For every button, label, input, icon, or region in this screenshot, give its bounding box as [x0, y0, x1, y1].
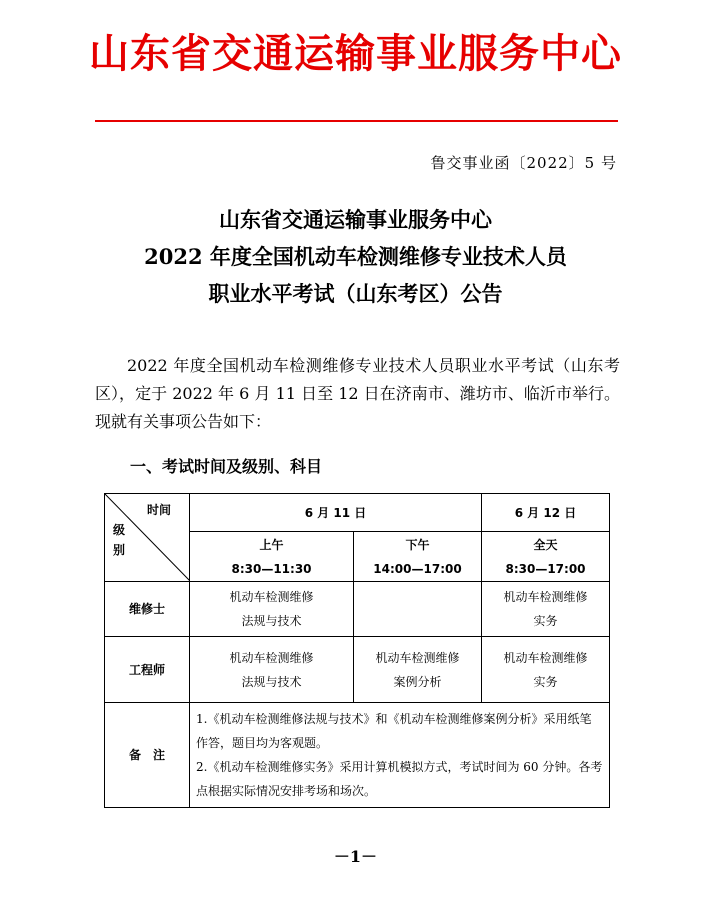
corner-label-time: 时间: [146, 503, 171, 517]
remarks-label: 备 注: [105, 703, 190, 808]
session-time: 14:00—17:00: [373, 561, 462, 576]
subject-line: 机动车检测维修: [229, 590, 314, 604]
table-row-remarks: [105, 703, 610, 808]
remarks-content: [190, 703, 610, 808]
red-divider-line: [95, 120, 618, 122]
session-time: 8:30—17:00: [505, 561, 586, 576]
session-label: 全天: [533, 537, 558, 552]
session-time: 8:30—11:30: [231, 561, 312, 576]
header-day-1: 6 月 11 日: [190, 494, 482, 532]
session-label: 下午: [405, 537, 430, 552]
header-session-morning: [190, 532, 354, 582]
subject-line: 实务: [533, 614, 558, 628]
document-number: 鲁交事业函〔2022〕5 号: [430, 154, 617, 172]
subject-cell: [482, 582, 610, 637]
session-label: 上午: [259, 537, 284, 552]
subject-cell: [190, 582, 354, 637]
subject-line: 实务: [533, 674, 558, 689]
subject-line: 机动车检测维修: [503, 650, 588, 665]
title-line-3: 职业水平考试（山东考区）公告: [208, 281, 503, 306]
exam-schedule-table: [104, 493, 610, 808]
title-line-1: 山东省交通运输事业服务中心: [219, 207, 492, 232]
table-row: [105, 637, 610, 703]
header-session-afternoon: [354, 532, 482, 582]
subject-line: 机动车检测维修: [503, 590, 588, 604]
section-heading-1: 一、考试时间及级别、科目: [130, 457, 323, 476]
page-number: －1－: [333, 847, 378, 866]
subject-line: 法规与技术: [241, 674, 302, 689]
document-title: [0, 201, 711, 312]
subject-cell: [482, 637, 610, 703]
title-line-2: 2022 年度全国机动车检测维修专业技术人员: [144, 244, 567, 269]
intro-paragraph: 2022 年度全国机动车检测维修专业技术人员职业水平考试（山东考区），定于 2022 年 6 月 11 日至 12 日在济南市、潍坊市、临沂市举行。现就有关事项公告如下：: [95, 356, 620, 431]
corner-label-level: 级别: [113, 523, 126, 557]
table-row: [105, 582, 610, 637]
remark-item: 2.《机动车检测维修实务》采用计算机模拟方式，考试时间为 60 分钟。各考点根据实际情况安排考场和场次。: [196, 760, 603, 798]
subject-line: 法规与技术: [241, 614, 302, 628]
row-level-label: 工程师: [105, 637, 190, 703]
org-header-title: 山东省交通运输事业服务中心: [89, 30, 622, 77]
subject-cell-empty: [354, 582, 482, 637]
row-level-label: 维修士: [105, 582, 190, 637]
subject-line: 案例分析: [393, 674, 442, 689]
table-corner-cell: [105, 494, 190, 582]
remark-item: 1.《机动车检测维修法规与技术》和《机动车检测维修案例分析》采用纸笔作答，题目均为客观题。: [196, 712, 592, 750]
header-day-2: 6 月 12 日: [482, 494, 610, 532]
subject-line: 机动车检测维修: [229, 650, 314, 665]
subject-cell: [190, 637, 354, 703]
subject-line: 机动车检测维修: [375, 650, 460, 665]
subject-cell: [354, 637, 482, 703]
header-session-fullday: [482, 532, 610, 582]
